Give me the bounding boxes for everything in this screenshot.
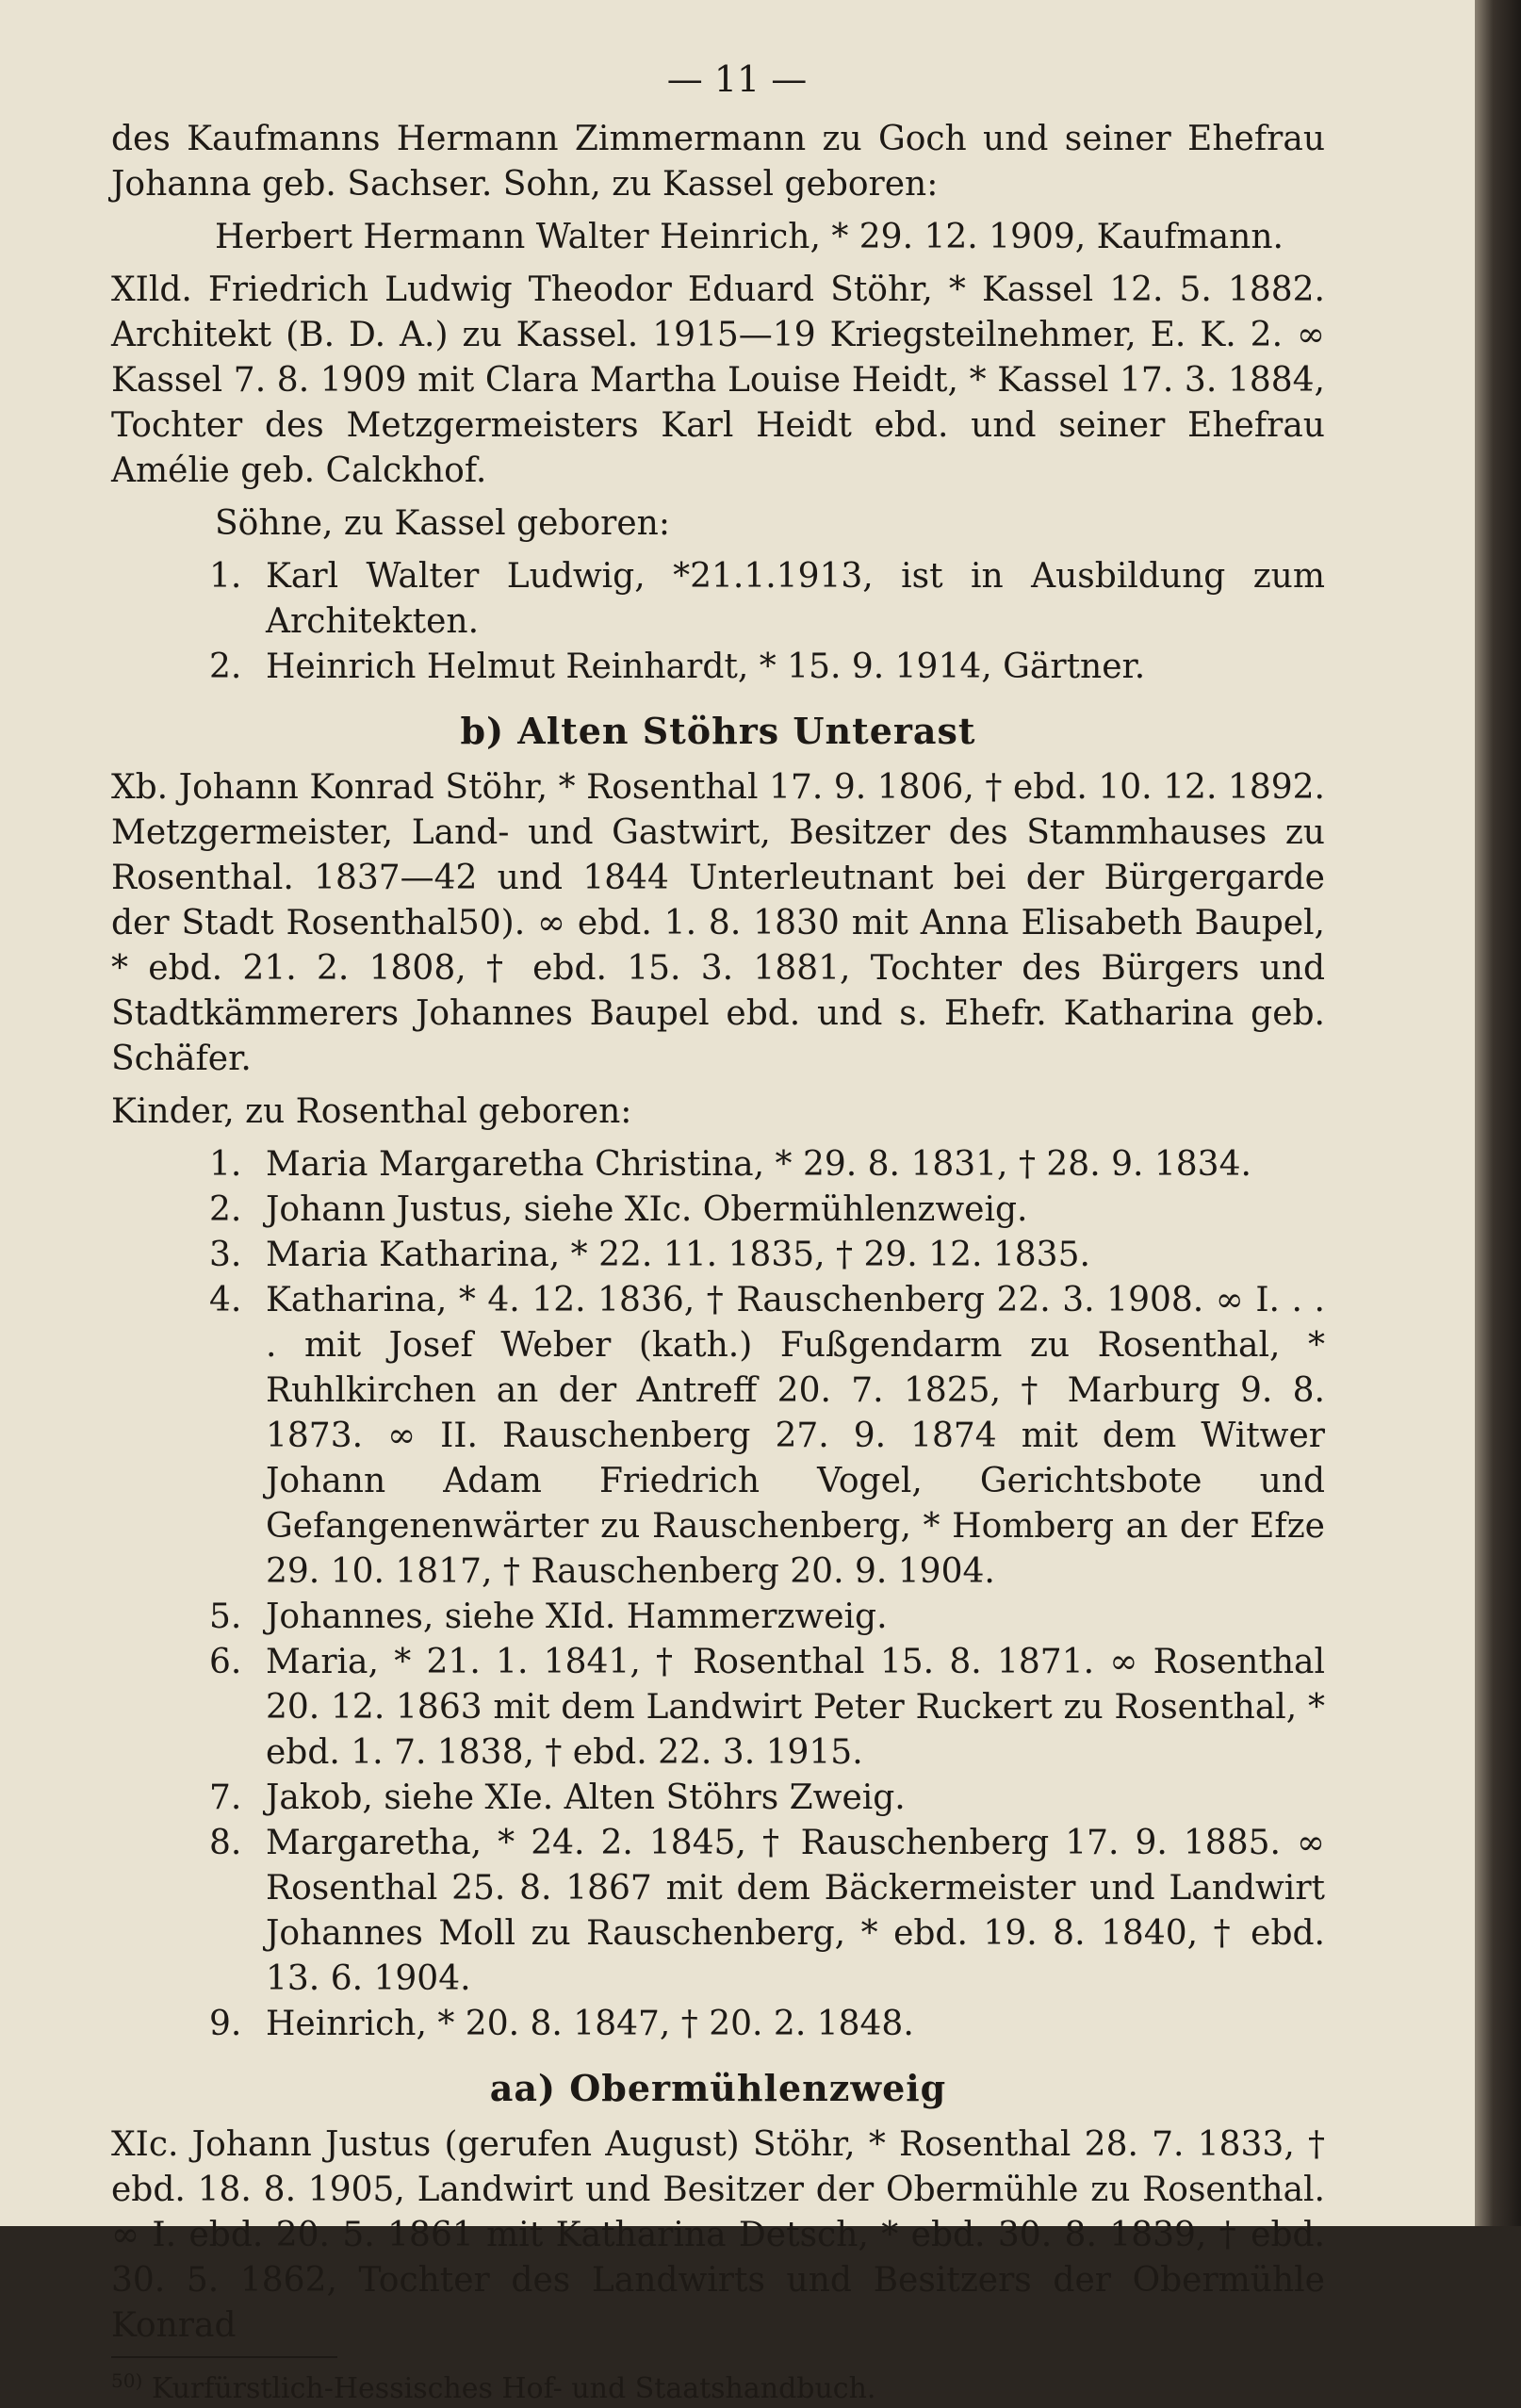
footnote-mark: 50): [111, 2369, 143, 2392]
intro-paragraph: des Kaufmanns Hermann Zimmermann zu Goch und seiner Ehefrau Johanna geb. Sachser. Sohn, zu Kassel geboren:: [111, 120, 1325, 204]
list-item: 2. Johann Justus, siehe XIc. Obermühlenzweig.: [209, 1190, 1028, 1229]
entry-xlld: XIld. Friedrich Ludwig Theodor Eduard Stöhr, * Kassel 12. 5. 1882. Architekt (B. D. A.) zu Kassel. 1915—19 Kriegsteilnehmer, E. K. 2. ∞ Kassel 7. 8. 1909 mit Clara Martha Louise Heidt, * Kassel 17. 3. 1884, Tochter des Metzgermeisters Karl Heidt ebd. und seiner Ehefrau Amélie geb. Calckhof.: [111, 270, 1325, 490]
list-item: 4. Katharina, * 4. 12. 1836, † Rauschenberg 22. 3. 1908. ∞ I. . . . mit Josef Weber (kath.) Fußgendarm zu Rosenthal, * Ruhlkirchen an der Antreff 20. 7. 1825, † Marburg 9. 8. 1873. ∞ II. Rauschenberg 27. 9. 1874 mit dem Witwer Johann Adam Friedrich Vogel, Gerichtsbote und Gefangenenwärter zu Rauschenberg, * Homberg an der Efze 29. 10. 1817, † Rauschenberg 20. 9. 1904.: [209, 1281, 1325, 1591]
list-item: 8. Margaretha, * 24. 2. 1845, † Rauschenberg 17. 9. 1885. ∞ Rosenthal 25. 8. 1867 mit dem Bäckermeister und Landwirt Johannes Moll zu Rauschenberg, * ebd. 19. 8. 1840, † ebd. 13. 6. 1904.: [209, 1824, 1325, 1998]
list-item: 9. Heinrich, * 20. 8. 1847, † 20. 2. 1848.: [209, 2005, 914, 2043]
list-item: 5. Johannes, siehe XId. Hammerzweig.: [209, 1597, 888, 1636]
page-number: — 11 —: [666, 58, 808, 100]
list-item: 7. Jakob, siehe XIe. Alten Stöhrs Zweig.: [209, 1778, 906, 1817]
sons-intro: Söhne, zu Kassel geboren:: [215, 504, 670, 543]
list-item: 2. Heinrich Helmut Reinhardt, * 15. 9. 1914, Gärtner.: [209, 647, 1146, 686]
list-item: 6. Maria, * 21. 1. 1841, † Rosenthal 15. 8. 1871. ∞ Rosenthal 20. 12. 1863 mit dem Landwirt Peter Ruckert zu Rosenthal, * ebd. 1. 7. 1838, † ebd. 22. 3. 1915.: [209, 1643, 1325, 1772]
footnote-text: Kurfürstlich-Hessisches Hof- und Staatshandbuch.: [151, 2372, 876, 2405]
children-intro: Kinder, zu Rosenthal geboren:: [111, 1092, 632, 1131]
entry-xb: Xb. Johann Konrad Stöhr, * Rosenthal 17. 9. 1806, † ebd. 10. 12. 1892. Metzgermeister, Land- und Gastwirt, Besitzer des Stammhauses zu Rosenthal. 1837—42 und 1844 Unterleutnant bei der Bürgergarde der Stadt Rosenthal50). ∞ ebd. 1. 8. 1830 mit Anna Elisabeth Baupel, * ebd. 21. 2. 1808, † ebd. 15. 3. 1881, Tochter des Bürgers und Stadtkämmerers Johannes Baupel ebd. und s. Ehefr. Katharina geb. Schäfer.: [111, 768, 1325, 1078]
section-b-heading: b) Alten Stöhrs Unterast: [460, 710, 976, 752]
section-aa-heading: aa) Obermühlenzweig: [489, 2067, 947, 2109]
sons-list: [111, 554, 1325, 690]
page-content: [111, 57, 1325, 2408]
list-item: 1. Maria Margaretha Christina, * 29. 8. 1831, † 28. 9. 1834.: [209, 1145, 1251, 1184]
footnote-divider: [111, 2356, 337, 2358]
list-item: 1. Karl Walter Ludwig, *21.1.1913, ist in Ausbildung zum Architekten.: [209, 557, 1325, 641]
children-list: [111, 1142, 1325, 2047]
page-edge-shadow: [1475, 0, 1521, 2226]
intro-child: Herbert Hermann Walter Heinrich, * 29. 12. 1909, Kaufmann.: [215, 218, 1284, 256]
footnote: [111, 2362, 1325, 2408]
list-item: 3. Maria Katharina, * 22. 11. 1835, † 29. 12. 1835.: [209, 1236, 1090, 1274]
entry-xlc: XIc. Johann Justus (gerufen August) Stöhr, * Rosenthal 28. 7. 1833, † ebd. 18. 8. 1905, Landwirt und Besitzer der Obermühle zu Rosenthal. ∞ I. ebd. 20. 5. 1861 mit Katharina Detsch, * ebd. 30. 8. 1839, † ebd. 30. 5. 1862, Tochter des Landwirts und Besitzers der Obermühle Konrad: [111, 2125, 1325, 2345]
